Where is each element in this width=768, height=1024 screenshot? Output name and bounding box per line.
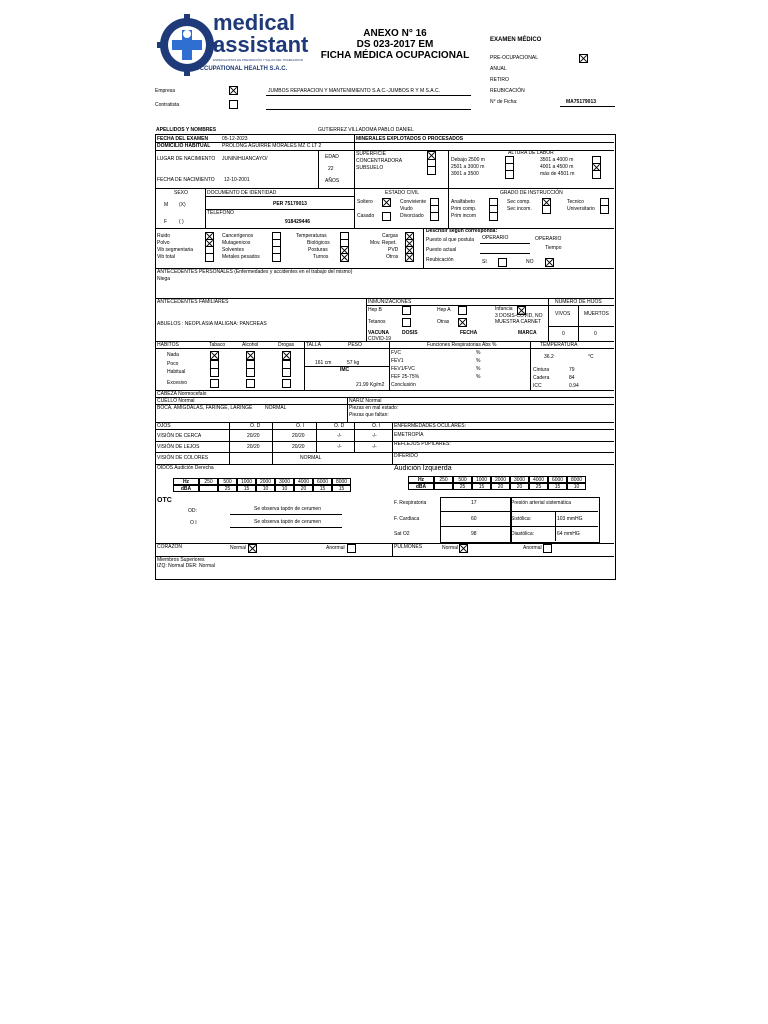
cerca-oi2-value: -/- [372, 433, 377, 439]
boca-label: BOCA, AMIGDALAS, FARINGE, LARINGE [157, 405, 253, 411]
otc-label: OTC [157, 497, 172, 504]
alt-2501-label: 2501 a 3000 m [451, 164, 485, 170]
reubicacion-no-label: NO [526, 259, 534, 265]
sistolica-label: Sistólica: [511, 516, 532, 522]
temp-value: 36.2 [544, 354, 554, 360]
infancia-label: Infancia [495, 306, 513, 312]
left-dba-6000: 15 [548, 483, 567, 490]
risk-polvo-label: Polvo [157, 240, 170, 246]
sexo-m-value: (X) [179, 202, 186, 208]
otras-label: Otras [437, 319, 450, 325]
left-dba-8000: 10 [567, 483, 586, 490]
risk-cancer-label: Cancerígenos [222, 233, 254, 239]
concentradora-label: CONCENTRADORA [356, 158, 403, 164]
risk-vib-total-checkbox[interactable] [205, 253, 214, 262]
risk-vib-seg-label: Vib segmentaria [157, 247, 194, 253]
estado-civil-label: ESTADO CIVIL [385, 190, 420, 196]
diastolica-value: 64 mmHG [557, 531, 580, 537]
otc-od-label: OD: [188, 508, 197, 514]
right-dba-8000: 15 [332, 485, 351, 492]
pulmones-normal-label: Normal [442, 545, 459, 551]
habit-poco-label: Poco [167, 361, 179, 367]
cintura-value: 79 [569, 367, 575, 373]
alt-3001-checkbox[interactable] [505, 170, 514, 179]
tetanos-checkbox[interactable] [402, 318, 411, 327]
risk-temperaturas-label: Temperaturas [296, 233, 327, 239]
otc-oi-value: Se observa tapón de cerumen [254, 519, 321, 525]
domicilio-value: PROLONG AGUIRRE MORALES MZ C LT 2 [222, 143, 322, 149]
superficie-label: SUPERFICIE [356, 151, 387, 157]
alcohol-header: Alcohol [242, 342, 259, 348]
sexo-m-label: M [164, 202, 169, 208]
left-freq-1000: 1000 [472, 476, 491, 483]
exam-type-heading: EXAMEN MÉDICO [490, 37, 542, 43]
risk-otros-checkbox[interactable] [405, 253, 414, 262]
lejos-oi2-value: -/- [372, 444, 377, 450]
right-hz-label: Hz [173, 478, 199, 485]
temp-unit: °C [588, 354, 594, 360]
lugar-nac-label: LUGAR DE NACIMIENTO [157, 156, 216, 162]
right-freq-6000: 6000 [313, 478, 332, 485]
fev1fvc-label: FEV1/FVC [391, 366, 415, 372]
audicion-derecha-label: OIDOS Audición Derecha [157, 465, 214, 471]
right-freq-500: 500 [218, 478, 237, 485]
cerca-oi-value: 20/20 [292, 433, 305, 439]
ficha-value: MA75179013 [566, 99, 597, 105]
right-freq-2000: 2000 [256, 478, 275, 485]
vivos-value: 0 [562, 331, 565, 337]
hijos-label: NUMERO DE HIJOS [555, 299, 602, 305]
pulmones-anormal-label: Anormal [523, 545, 542, 551]
puesto-actual-label: Puesto actual [426, 247, 457, 253]
right-freq-3000: 3000 [275, 478, 294, 485]
corazon-anormal-label: Anormal [326, 545, 345, 551]
habit-excesivo-label: Excesivo [167, 380, 188, 386]
instruccion-label: GRADO DE INSTRUCCIÓN [500, 190, 563, 196]
colores-value: NORMAL [300, 455, 322, 461]
contratista-checkbox[interactable] [229, 100, 238, 109]
peso-value: 57 kg [347, 360, 360, 366]
left-dba-label: dBA [408, 483, 434, 490]
fr-value: 17 [471, 500, 477, 506]
muertos-value: 0 [594, 331, 597, 337]
talla-header: TALLA [306, 342, 321, 348]
enf-oculares-label: ENFERMEDADES OCULARES: [394, 423, 466, 429]
otc-od-value: Se observa tapón de cerumen [254, 506, 321, 512]
alt-4501-checkbox[interactable] [592, 170, 601, 179]
antecedentes-personales-label: ANTECEDENTES PERSONALES (Enfermedades y accidentes en el trabajo del mismo) [157, 269, 353, 275]
conviviente-label: Conviviente [400, 199, 427, 205]
empresa-checkbox[interactable] [229, 86, 238, 95]
sec-incom-label: Sec incom. [507, 206, 532, 212]
left-dba-250 [434, 483, 453, 490]
fvc-pct: % [476, 350, 481, 356]
left-dba-1000: 15 [472, 483, 491, 490]
miembros-label: Miembros Superiores [157, 557, 205, 563]
hep-b-checkbox[interactable] [402, 306, 411, 315]
risk-metales-checkbox[interactable] [272, 253, 281, 262]
nariz-label: NARIZ Normal [349, 398, 382, 404]
left-hz-label: Hz [408, 476, 434, 483]
subsuelo-label: SUBSUELO [356, 165, 384, 171]
ojos-od-header: O. D [250, 423, 261, 429]
risk-mov-rep-label: Mov. Repet. [370, 240, 397, 246]
soltero-checkbox[interactable] [382, 198, 391, 207]
risk-biologicos-label: Biológicos [307, 240, 330, 246]
logo-word-assistant: assistant [213, 32, 309, 57]
casado-checkbox[interactable] [382, 212, 391, 221]
exam-reubicacion-label: REUBICACIÓN [490, 88, 525, 94]
hep-b-label: Hep B [368, 307, 382, 313]
tabaco-nada-checkbox[interactable] [210, 351, 219, 360]
peso-header: PESO [348, 342, 362, 348]
right-freq-8000: 8000 [332, 478, 351, 485]
habit-nada-label: Nada [167, 352, 179, 358]
apellidos-value: GUTIERREZ VILLADOMA PABLO DANIEL [318, 127, 414, 133]
left-freq-8000: 8000 [567, 476, 586, 483]
edad-value: 22 [328, 166, 334, 172]
emetropia-value: EMETROPÍA [394, 432, 424, 438]
diferido-value: DIFERIDO [394, 453, 418, 459]
exam-pre-checkbox[interactable] [579, 54, 588, 63]
exam-anual-label: ANUAL [490, 66, 507, 72]
soltero-label: Soltero [357, 199, 373, 205]
sexo-f-value: ( ) [179, 219, 184, 225]
boca-value: NORMAL [265, 405, 287, 411]
doc-value: PER 75179013 [273, 201, 307, 207]
sat-value: 98 [471, 531, 477, 537]
fvc-label: FVC [391, 350, 401, 356]
covid-label: COVID-19 [368, 336, 392, 342]
ficha-label: N° de Ficha: [490, 99, 518, 105]
ojos-od2-header: O. D [334, 423, 345, 429]
puesto-postula-value: OPERARIO [482, 235, 509, 241]
logo-tagline: ESPECIALISTAS EN PREVENCIÓN Y SALUD DEL TRABAJADOR [213, 58, 303, 62]
prim-incom-checkbox[interactable] [489, 212, 498, 221]
alt-debajo-label: Debajo 2500 m [451, 157, 485, 163]
right-dba-3000: 10 [275, 485, 294, 492]
risk-turnos-label: Turnos [313, 254, 329, 260]
icc-label: ICC [533, 383, 542, 389]
risk-pvd-label: PVD [388, 247, 399, 253]
left-dba-4000: 25 [529, 483, 548, 490]
right-freq-250: 250 [199, 478, 218, 485]
describir-label: Describir según corresponda: [426, 228, 498, 234]
edad-label: EDAD [325, 154, 339, 160]
exam-retiro-label: RETIRO [490, 77, 509, 83]
telefono-value: 918429446 [285, 219, 311, 225]
form-title-annex: ANEXO N° 16 [363, 28, 427, 39]
diastolica-label: Diastólica: [511, 531, 535, 537]
left-dba-2000: 20 [491, 483, 510, 490]
antecedentes-personales-value: Niega [157, 276, 171, 282]
marca-header: MARCA [518, 330, 537, 336]
viudo-label: Viudo [400, 206, 413, 212]
reubicacion-si-label: SI [482, 259, 487, 265]
sexo-f-label: F [164, 219, 168, 225]
risk-vib-total-label: Vib total [157, 254, 175, 260]
left-freq-2000: 2000 [491, 476, 510, 483]
pulmones-label: PULMONES [394, 544, 423, 550]
reflejos-label: REFLEJOS PUPILARES: [394, 441, 451, 447]
drogas-habitual-checkbox[interactable] [282, 368, 291, 377]
piezas-mal-label: Piezas en mal estado: [349, 405, 399, 411]
fecha-nac-value: 12-10-2001 [224, 177, 250, 183]
habitos-label: HABITOS [157, 342, 179, 348]
apellidos-label: APELLIDOS Y NOMBRES [156, 127, 217, 133]
right-dba-2000: 10 [256, 485, 275, 492]
puesto-actual-value: OPERARIO [535, 236, 562, 242]
imc-value: 21.99 Kg/m2 [356, 382, 385, 388]
miembros-value: IZQ: Normal DER: Normal [157, 563, 216, 569]
fecha-examen-label: FECHA DEL EXAMEN [157, 136, 209, 142]
corazon-normal-label: Normal [230, 545, 247, 551]
antecedentes-familiares-label: ANTECEDENTES FAMILIARES [157, 299, 229, 305]
fef-pct: % [476, 374, 481, 380]
piezas-falt-label: Piezas que faltan: [349, 412, 389, 418]
right-dba-4000: 20 [294, 485, 313, 492]
lejos-od-value: 20/20 [247, 444, 260, 450]
risk-mutagen-label: Mutagenicos [222, 240, 251, 246]
conclusion-label: Conclusión [391, 382, 416, 388]
talla-value: 161 cm [315, 360, 332, 366]
left-freq-6000: 6000 [548, 476, 567, 483]
drogas-excesivo-checkbox[interactable] [282, 379, 291, 388]
risk-ruido-label: Ruido [157, 233, 171, 239]
casado-label: Casado [357, 213, 375, 219]
left-freq-250: 250 [434, 476, 453, 483]
imc-label: IMC [340, 367, 350, 373]
logo-word-medical: medical [213, 10, 295, 35]
analfabeto-label: Analfabeto [451, 199, 475, 205]
empresa-label: Empresa [155, 88, 176, 94]
cuello-label: CUELLO Normal [157, 398, 195, 404]
left-freq-4000: 4000 [529, 476, 548, 483]
funciones-header: Funciones Respiratorias Abs % [427, 342, 497, 348]
vision-colores-label: VISIÓN DE COLORES [157, 455, 209, 461]
sec-incom-checkbox[interactable] [542, 205, 551, 214]
reubicacion-no-checkbox[interactable] [545, 258, 554, 267]
fc-value: 60 [471, 516, 477, 522]
fef-label: FEF 25-75% [391, 374, 420, 380]
pulmones-normal-checkbox[interactable] [459, 544, 468, 553]
right-dba-250 [199, 485, 218, 492]
corazon-label: CORAZÓN [157, 544, 182, 550]
left-freq-3000: 3000 [510, 476, 529, 483]
vision-cerca-label: VISIÓN DE CERCA [157, 433, 202, 439]
universitario-label: Universitario [567, 206, 595, 212]
tabaco-excesivo-checkbox[interactable] [210, 379, 219, 388]
fev1-label: FEV1 [391, 358, 404, 364]
tabaco-habitual-checkbox[interactable] [210, 368, 219, 377]
muertos-label: MUERTOS [584, 311, 609, 317]
subsuelo-checkbox[interactable] [427, 166, 436, 175]
sistolica-value: 103 mmHG [557, 516, 583, 522]
puesto-postula-label: Puesto al que postula [426, 237, 475, 243]
cerca-od-value: 20/20 [247, 433, 260, 439]
drogas-header: Drogas [278, 342, 295, 348]
minerales-label: MINERALES EXPLOTADOS O PROCESADOS [356, 136, 464, 142]
covid-note: 3 DOSIS-COVID, NO MUESTRA CARNET [495, 313, 543, 325]
alt-4001-label: 4001 a 4500 m [540, 164, 574, 170]
tabaco-header: Tabaco [209, 342, 226, 348]
cerca-od2-value: -/- [337, 433, 342, 439]
altura-label: ALTURA DE LABOR [508, 150, 554, 156]
pulmones-anormal-checkbox[interactable] [543, 544, 552, 553]
cintura-label: Cintura [533, 367, 550, 373]
empresa-value: JUMBOS REPARACION Y MANTENIMIENTO S.A.C.-JUMBOS R Y M S.A.C. [268, 88, 440, 94]
tiempo-label: Tiempo [545, 245, 562, 251]
risk-turnos-checkbox[interactable] [340, 253, 349, 262]
left-freq-500: 500 [453, 476, 472, 483]
right-freq-1000: 1000 [237, 478, 256, 485]
reubicacion-si-checkbox[interactable] [498, 258, 507, 267]
sat-label: Sat O2 [394, 531, 410, 537]
lejos-oi-value: 20/20 [292, 444, 305, 450]
doc-label: DOCUMENTO DE IDENTIDAD [207, 190, 277, 196]
alt-3501-label: 3501 a 4000 m [540, 157, 574, 163]
right-dba-label: dBA [173, 485, 199, 492]
sec-comp-label: Sec comp. [507, 199, 531, 205]
universitario-checkbox[interactable] [600, 205, 609, 214]
prim-comp-label: Prim comp. [451, 206, 477, 212]
alt-3001-label: 3001 a 3500 [451, 171, 479, 177]
risk-solventes-label: Solventes [222, 247, 244, 253]
exam-pre-label: PRE-OCUPACIONAL [490, 55, 538, 61]
sexo-label: SEXO [174, 190, 188, 196]
antecedentes-familiares-value: ABUELOS : NEOPLASIA MALIGNA: PANCREAS [157, 321, 267, 327]
logo-subtitle: OCCUPATIONAL HEALTH S.A.C. [195, 66, 288, 72]
left-dba-500: 25 [453, 483, 472, 490]
fev1-pct: % [476, 358, 481, 364]
alcohol-nada-checkbox[interactable] [246, 351, 255, 360]
fc-label: F. Cardiaca [394, 516, 420, 522]
right-dba-6000: 15 [313, 485, 332, 492]
cadera-value: 84 [569, 375, 575, 381]
otras-checkbox[interactable] [458, 318, 467, 327]
vivos-label: VIVOS [555, 311, 571, 317]
fecha-header: FECHA [460, 330, 478, 336]
reubicacion-label: Reubicación [426, 257, 454, 263]
ojos-label: OJOS [157, 423, 171, 429]
cadera-label: Cadera [533, 375, 550, 381]
cabeza-label: CABEZA Normocefalo [157, 391, 207, 397]
fr-label: F. Respiratoria [394, 500, 427, 506]
prim-incom-label: Prim incom [451, 213, 477, 219]
drogas-nada-checkbox[interactable] [282, 351, 291, 360]
icc-value: 0.94 [569, 383, 579, 389]
ojos-oi2-header: O. I [372, 423, 381, 429]
company-logo [155, 10, 309, 82]
alt-4501-label: más de 4501 m [540, 171, 575, 177]
inmunizaciones-label: INMUNIZACIONES [368, 299, 412, 305]
form-title-main: FICHA MÉDICA OCUPACIONAL [320, 50, 470, 61]
risk-cargas-label: Cargas [382, 233, 399, 239]
temp-header: TEMPERATURA [540, 342, 578, 348]
hep-a-checkbox[interactable] [458, 306, 467, 315]
alcohol-habitual-checkbox[interactable] [246, 368, 255, 377]
audicion-izquierda-label: Audición Izquierda [394, 465, 452, 472]
telefono-label: TELÉFONO [207, 210, 234, 216]
fev1fvc-pct: % [476, 366, 481, 372]
risk-posturas-label: Posturas [308, 247, 328, 253]
anos-label: AÑOS [325, 178, 340, 184]
divorciado-checkbox[interactable] [430, 212, 439, 221]
risk-otros-label: Otros [386, 254, 399, 260]
domicilio-label: DOMICILIO HABITUAL [157, 143, 211, 149]
tetanos-label: Tetanos [368, 319, 386, 325]
fecha-nac-label: FECHA DE NACIMIENTO [157, 177, 215, 183]
presion-label: Presión arterial sistemática [511, 500, 572, 506]
right-dba-1000: 15 [237, 485, 256, 492]
right-dba-500: 25 [218, 485, 237, 492]
fecha-examen-value: 05-12-2023 [222, 136, 248, 142]
form-title-ds: DS 023-2017 EM [356, 39, 434, 50]
alcohol-excesivo-checkbox[interactable] [246, 379, 255, 388]
risk-metales-label: Metales pesados [222, 254, 260, 260]
habit-habitual-label: Habitual [167, 369, 186, 375]
right-freq-4000: 4000 [294, 478, 313, 485]
left-dba-3000: 20 [510, 483, 529, 490]
lejos-od2-value: -/- [337, 444, 342, 450]
lugar-nac-value: JUNIN/HUANCAYO/ [222, 156, 268, 162]
vision-lejos-label: VISIÓN DE LEJOS [157, 444, 200, 450]
hep-a-label: Hep A [437, 307, 451, 313]
otc-oi-label: O I [190, 520, 197, 526]
ojos-oi-header: O. I [296, 423, 305, 429]
dosis-header: DOSIS [402, 330, 418, 336]
vacuna-header: VACUNA [368, 330, 390, 336]
tecnico-label: Tecnico [567, 199, 584, 205]
corazon-anormal-checkbox[interactable] [347, 544, 356, 553]
divorciado-label: Divorciado [400, 213, 424, 219]
corazon-normal-checkbox[interactable] [248, 544, 257, 553]
contratista-label: Contratista [155, 102, 180, 108]
